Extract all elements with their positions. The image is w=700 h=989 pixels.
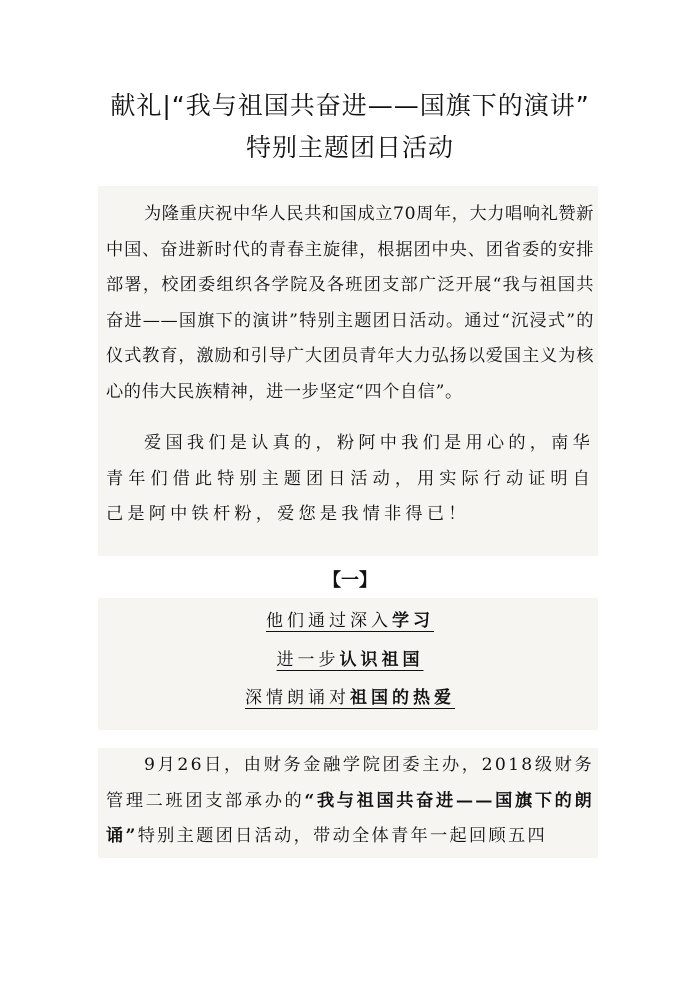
intro-paragraph-2-text: 爱国我们是认真的，粉阿中我们是用心的，南华青年们借此特别主题团日活动，用实际行动证明自己是阿中铁杆粉，爱您是我情非得已！: [106, 433, 594, 524]
body-text-bold: “我与祖国共奋进——国旗下的朗诵”: [106, 790, 594, 846]
intro-paragraph-1: [106, 197, 594, 410]
heading-line-3-bold: 祖国的热爱: [350, 688, 455, 708]
heading-line-2-bold: 认识祖国: [339, 650, 424, 670]
section-marker: 【一】: [323, 570, 377, 591]
section-1-body-paragraph: [106, 748, 594, 855]
article-title-line-1: 献礼|“我与祖国共奋进——国旗下的演讲”: [110, 91, 590, 120]
section-heading-line-2: [0, 645, 700, 670]
heading-line-2-plain: 进一步: [276, 650, 340, 670]
section-heading-line-3: [0, 683, 700, 708]
intro-paragraph-2: [106, 426, 594, 533]
intro-paragraph-1-text: 为隆重庆祝中华人民共和国成立70周年，大力唱响礼赞新中国、奋进新时代的青春主旋律，根据团中央、团省委的安排部署，校团委组织各学院及各班团支部广泛开展“我与祖国共奋进——国旗下的演讲”特别主题团日活动。通过“沉浸式”的仪式教育，激励和引导广大团员青年大力弘扬以爱国主义为核心的伟大民族精神，进一步坚定“四个自信”。: [106, 204, 594, 402]
heading-line-1-bold: 学习: [392, 611, 434, 631]
body-text-part-1: 9月26日，由财务金融学院团委主办，2018级财务管理二班团支部承办的: [106, 755, 594, 811]
section-heading-line-1: [0, 606, 700, 631]
heading-line-1-plain: 他们通过深入: [266, 611, 392, 631]
heading-line-3-plain: 深情朗诵对: [245, 688, 350, 708]
body-text-part-2: 特别主题团日活动，带动全体青年一起回顾五四: [137, 826, 547, 846]
article-title-line-2: 特别主题团日活动: [245, 133, 454, 162]
